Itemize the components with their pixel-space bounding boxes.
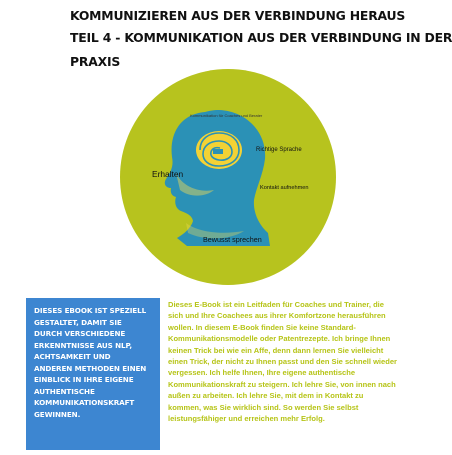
label-richtige-sprache: Richtige Sprache xyxy=(256,147,302,153)
label-erhalten: Erhalten xyxy=(152,169,184,179)
info-box xyxy=(26,298,160,450)
cover-top-label: Kommunikation für Coaches und Berater xyxy=(190,113,263,118)
description-text: Dieses E-Book ist ein Leitfaden für Coaches und Trainer, die sich und Ihre Coachees aus ihrer Komfortzone herausführen wollen. In diesem E-Book finden Sie keine Standard-Kommunikationsmodelle oder Patentrezepte. Ich bringe Ihnen keinen Trick bei wie ein Affe, denn dann lernen Sie vielleicht einen Trick, der nicht zu Ihnen passt und den Sie schnell wieder vergessen. Ich helfe Ihnen, Ihre eigene authentische Kommunikationskraft zu steigern. Ich lehre Sie, von innen nach außen zu arbeiten. Ich lehre Sie, mit dem in Kontakt zu kommen, was Sie wirklich sind. So werden Sie selbst leistungsfähiger und erreichen mehr Erfolg. xyxy=(168,300,397,424)
label-kontakt-aufnehmen: Kontakt aufnehmen xyxy=(260,185,309,191)
title-line-3: PRAXIS xyxy=(70,54,121,69)
title-line-2: TEIL 4 - KOMMUNIKATION AUS DER VERBINDUNG IN DER xyxy=(70,30,452,45)
title-line-1: KOMMUNIZIEREN AUS DER VERBINDUNG HERAUS xyxy=(70,8,406,23)
label-bewusst-sprechen: Bewusst sprechen xyxy=(203,235,262,244)
brain-icon xyxy=(196,131,242,169)
info-box-text: DIESES EBOOK IST SPEZIELL GESTALTET, DAMIT SIE DURCH VERSCHIEDENE ERKENNTNISSE AUS NLP, ACHTSAMKEIT UND ANDEREN METHODEN EINEN EINBLICK IN IHRE EIGENE AUTHENTISCHE KOMMUNIKATIONSKRAFT GEWINNEN. xyxy=(34,306,147,419)
